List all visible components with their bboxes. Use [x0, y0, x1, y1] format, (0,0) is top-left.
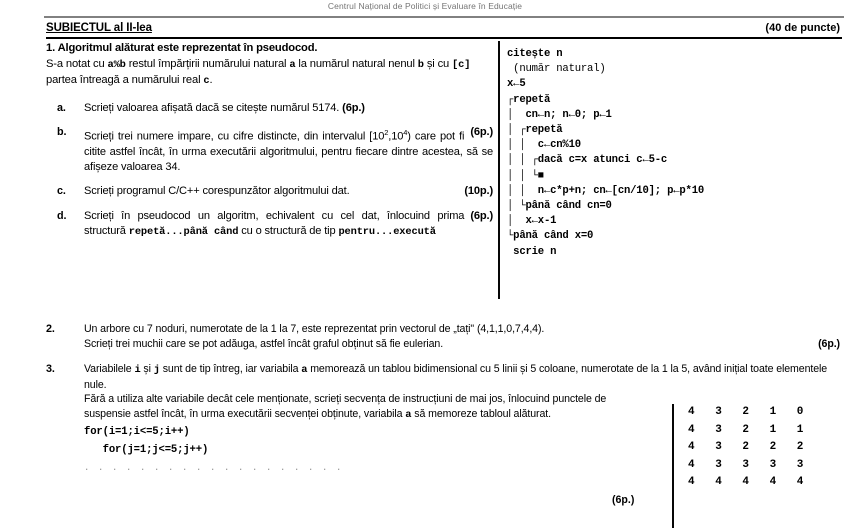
subitem-b: [46, 125, 493, 176]
subject-title: SUBIECTUL al II-lea: [46, 22, 152, 34]
question-3-ellipsis: . . . . . . . . . . . . . . . . . . .: [84, 463, 344, 474]
matrix-row: 4 3 2 1 1: [688, 423, 811, 436]
pseudocode-line: x←5: [507, 78, 526, 91]
subitem-b-text-a: Scrieți trei numere impare, cu cifre distincte, din intervalul [10: [84, 130, 385, 143]
pseudocode-line: │ └până când cn=0: [507, 200, 612, 213]
question-3-points: (6p.): [612, 494, 635, 506]
q3-text-c: sunt de tip întreg, iar variabila: [159, 363, 302, 375]
note-text-6: .: [209, 73, 213, 86]
subitem-a-text: Scrieți valoarea afișată dacă se citește numărul 5174.: [84, 101, 340, 114]
question-3-code-line: for(j=1;j<=5;j++): [84, 444, 209, 457]
question-2-text-2: Scrieți trei muchii care se pot adăuga, astfel încât graful obținut să fie eulerian.: [84, 337, 444, 350]
question-1-note: [46, 57, 493, 89]
q3-mono-a2: a: [405, 408, 412, 421]
subject-row: [46, 22, 842, 37]
subitem-d-text-b: cu o structură de tip: [238, 224, 339, 237]
note-mono-bracket-c: [c]: [452, 58, 471, 71]
question-3-number: 3.: [46, 363, 55, 375]
q3-text-b: și: [140, 363, 154, 375]
note-text-2: restul împărțirii numărului natural: [125, 57, 290, 70]
pseudocode-line: │ │ c←cn%10: [507, 139, 581, 152]
question-2-points: (6p.): [818, 337, 840, 350]
q3-text-d: memorează un tablou bidimensional cu 5 linii și 5 coloane, numerotate de la 1 la 5, având inițial toate elementele nule.: [84, 363, 828, 391]
matrix-table: [672, 404, 844, 528]
matrix-row: 4 4 4 4 4: [688, 476, 811, 489]
subitem-c-marker: c.: [57, 185, 66, 198]
subitem-c-text: Scrieți programul C/C++ corespunzător algoritmului dat.: [84, 185, 350, 198]
subitem-d-mono-pentru: pentru...execută: [338, 225, 436, 238]
subitem-b-text-b: ,10: [388, 130, 404, 143]
pseudocode-line: └până când x=0: [507, 230, 594, 243]
question-2-text-1: Un arbore cu 7 noduri, numerotate de la 1 la 7, este reprezentat prin vectorul de „tați" (4,1,1,0,7,4,4).: [84, 323, 545, 335]
pseudocode-line: │ x←x-1: [507, 215, 557, 228]
pseudocode-line: (număr natural): [507, 63, 606, 76]
note-text-3: la numărul natural nenul: [295, 57, 418, 70]
pseudocode-line: │ cn←n; n←0; p←1: [507, 108, 612, 121]
question-3-code-line: for(i=1;i<=5;i++): [84, 426, 190, 439]
note-mono-c: c: [203, 74, 210, 87]
pseudocode-line: citește n: [507, 48, 563, 60]
note-text-4: și cu: [423, 57, 453, 70]
pseudocode-line: scrie n: [507, 245, 557, 258]
subitem-a-marker: a.: [57, 101, 66, 114]
question-2-number: 2.: [46, 323, 55, 335]
subject-points: (40 de puncte): [765, 22, 840, 34]
note-mono-a: a: [289, 58, 296, 71]
institution-header: Centrul Național de Politici și Evaluare în Educație: [327, 1, 523, 11]
question-2: [46, 322, 844, 351]
pseudocode-line: ┌repetă: [507, 93, 551, 106]
subitem-d-marker: d.: [57, 209, 67, 222]
subitem-d-points: (6p.): [470, 209, 493, 222]
q3-text-f: să memoreze tabloul alăturat.: [411, 407, 551, 420]
subitem-c-points: (10p.): [464, 185, 493, 198]
q3-text-e: Fără a utiliza alte variabile decât cele menționate, scrieți secvența de instrucțiuni de mai jos, înlocuind punctele de suspensie astfel încât, în urma executării secvenței obținute, variabila: [84, 393, 607, 420]
subitem-b-marker: b.: [57, 125, 67, 138]
q3-mono-j: j: [153, 364, 160, 376]
note-text-5: partea întreagă a numărului real: [46, 73, 204, 86]
subitem-b-text-c: ) care pot fi citite astfel încât, în urma executării algoritmului, pentru fiecare dintre acestea, să se afișeze valoarea 34.: [84, 130, 493, 174]
matrix-row: 4 3 2 1 0: [688, 406, 811, 418]
question-3-instruction: [46, 392, 646, 458]
q3-mono-i: i: [134, 364, 141, 376]
question-3-line-1: [84, 362, 844, 392]
question-3-body: [46, 362, 844, 392]
subitem-b-sup-b: 4: [403, 127, 408, 137]
header-divider: [44, 16, 844, 18]
subitem-c: [46, 184, 493, 199]
matrix-row: 4 3 3 3 3: [688, 458, 811, 471]
subitem-d-mono-repeta: repetă...până când: [128, 225, 239, 238]
question-2-body: [46, 322, 844, 351]
pseudocode-line: │ ┌repetă: [507, 124, 563, 137]
question-2-line-2: [84, 337, 844, 352]
question-1-column: [46, 41, 493, 249]
title-divider: [46, 37, 842, 39]
note-text-1: S-a notat cu: [46, 57, 108, 70]
subitem-a: [46, 101, 493, 116]
subitem-b-sup-a: 2: [384, 127, 389, 137]
subitem-d: [46, 209, 493, 241]
subitem-a-points: (6p.): [342, 101, 365, 114]
pseudocode-line: │ │ n←c*p+n; cn←[cn/10]; p←p*10: [507, 184, 705, 197]
question-2-line-1: [84, 322, 844, 337]
note-mono-b: b: [417, 58, 424, 71]
pseudocode-panel: [498, 41, 844, 299]
q3-text-a: Variabilele: [84, 363, 135, 375]
matrix-row: 4 3 2 2 2: [688, 441, 811, 454]
question-1-subitems: [46, 101, 493, 241]
pseudocode-line: │ │ └■: [507, 169, 544, 182]
subitem-b-points: (6p.): [470, 125, 493, 138]
pseudocode-line: │ │ ┌dacă c=x atunci c←5-c: [507, 154, 668, 167]
question-1-heading: 1. Algoritmul alăturat este reprezentat în pseudocod.: [46, 42, 318, 54]
note-mono-amodb: a%b: [107, 58, 126, 71]
q3-mono-a: a: [301, 364, 308, 376]
subitem-d-text-a: Scrieți în pseudocod un algoritm, echivalent cu cel dat, înlocuind prima structură: [84, 209, 465, 237]
